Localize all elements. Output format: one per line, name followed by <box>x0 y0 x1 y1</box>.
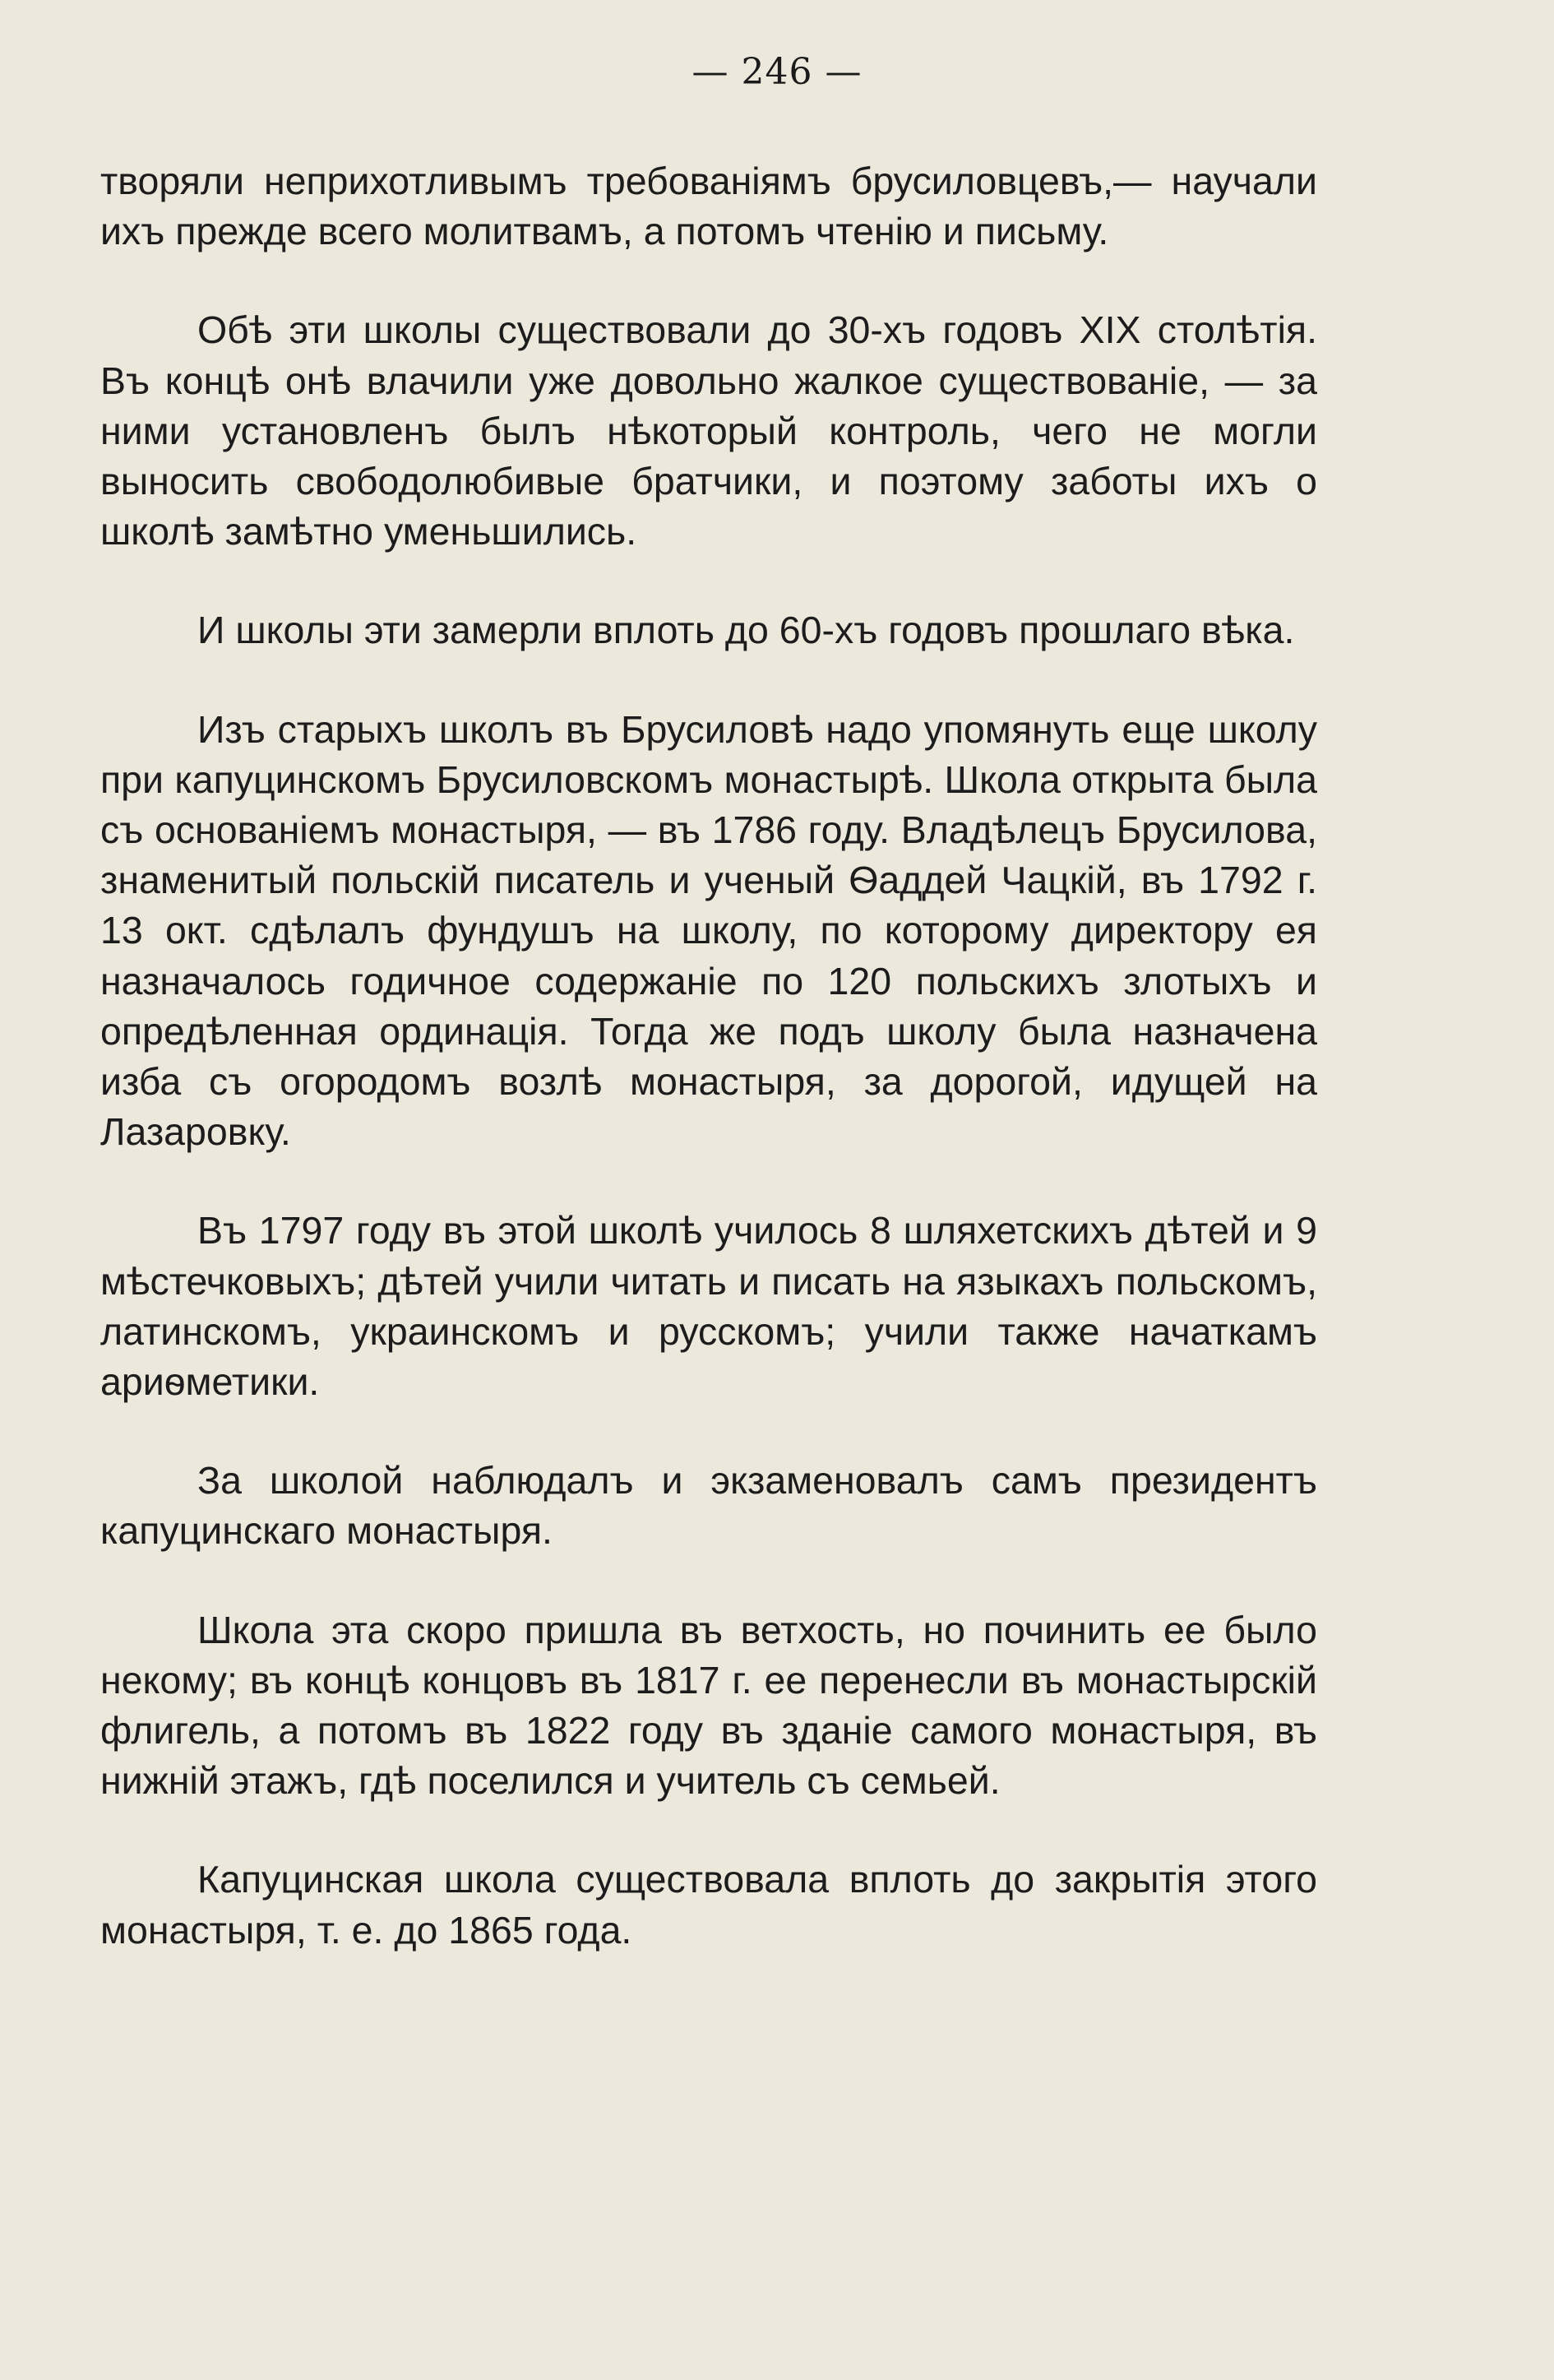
paragraph-7: Школа эта скоро пришла въ ветхость, но починить ее было некому; въ концѣ концовъ въ 1817 г. ее перенесли въ монастырскій флигель, а потомъ въ 1822 году въ зданіе самого монастыря, въ нижній этажъ, гдѣ поселился и учитель съ семьей. <box>100 1608 1317 1803</box>
paragraph-5: Въ 1797 году въ этой школѣ училось 8 шляхетскихъ дѣтей и 9 мѣстечковыхъ; дѣтей учили читать и писать на языкахъ польскомъ, латинскомъ, украинскомъ и русскомъ; учили также начаткамъ ариѳметики. <box>100 1209 1317 1404</box>
paragraph-6: За школой наблюдалъ и экзаменовалъ самъ президентъ капуцинскаго монастыря. <box>100 1459 1317 1553</box>
body-text <box>100 156 1317 2004</box>
paragraph-2: Обѣ эти школы существовали до 30-хъ годовъ XIX столѣтія. Въ концѣ онѣ влачили уже довольно жалкое существованіе, — за ними установленъ былъ нѣкоторый контроль, чего не могли выносить свободолюбивые братчики, и поэтому заботы ихъ о школѣ замѣтно уменьшились. <box>100 308 1317 553</box>
paragraph-3: И школы эти замерли вплоть до 60-хъ годовъ прошлаго вѣка. <box>197 609 1295 652</box>
paragraph-1: творяли неприхотливымъ требованіямъ брусиловцевъ,— научали ихъ прежде всего молитвамъ, а потомъ чтенію и письму. <box>100 160 1317 253</box>
paragraph-8: Капуцинская школа существовала вплоть до закрытія этого монастыря, т. е. до 1865 года. <box>100 1858 1317 1952</box>
paragraph-4: Изъ старыхъ школъ въ Брусиловѣ надо упомянуть еще школу при капуцинскомъ Брусиловскомъ монастырѣ. Школа открыта была съ основаніемъ монастыря, — въ 1786 году. Владѣлецъ Брусилова, знаменитый польскій писатель и ученый Ѳаддей Чацкій, въ 1792 г. 13 окт. сдѣлалъ фундушъ на школу, по которому директору ея назначалось годичное содержаніе по 120 польскихъ злотыхъ и опредѣленная ординація. Тогда же подъ школу была назначена изба съ огородомъ возлѣ монастыря, за дорогой, идущей на Лазаровку. <box>100 707 1317 1154</box>
page-number: — 246 — <box>691 51 863 93</box>
